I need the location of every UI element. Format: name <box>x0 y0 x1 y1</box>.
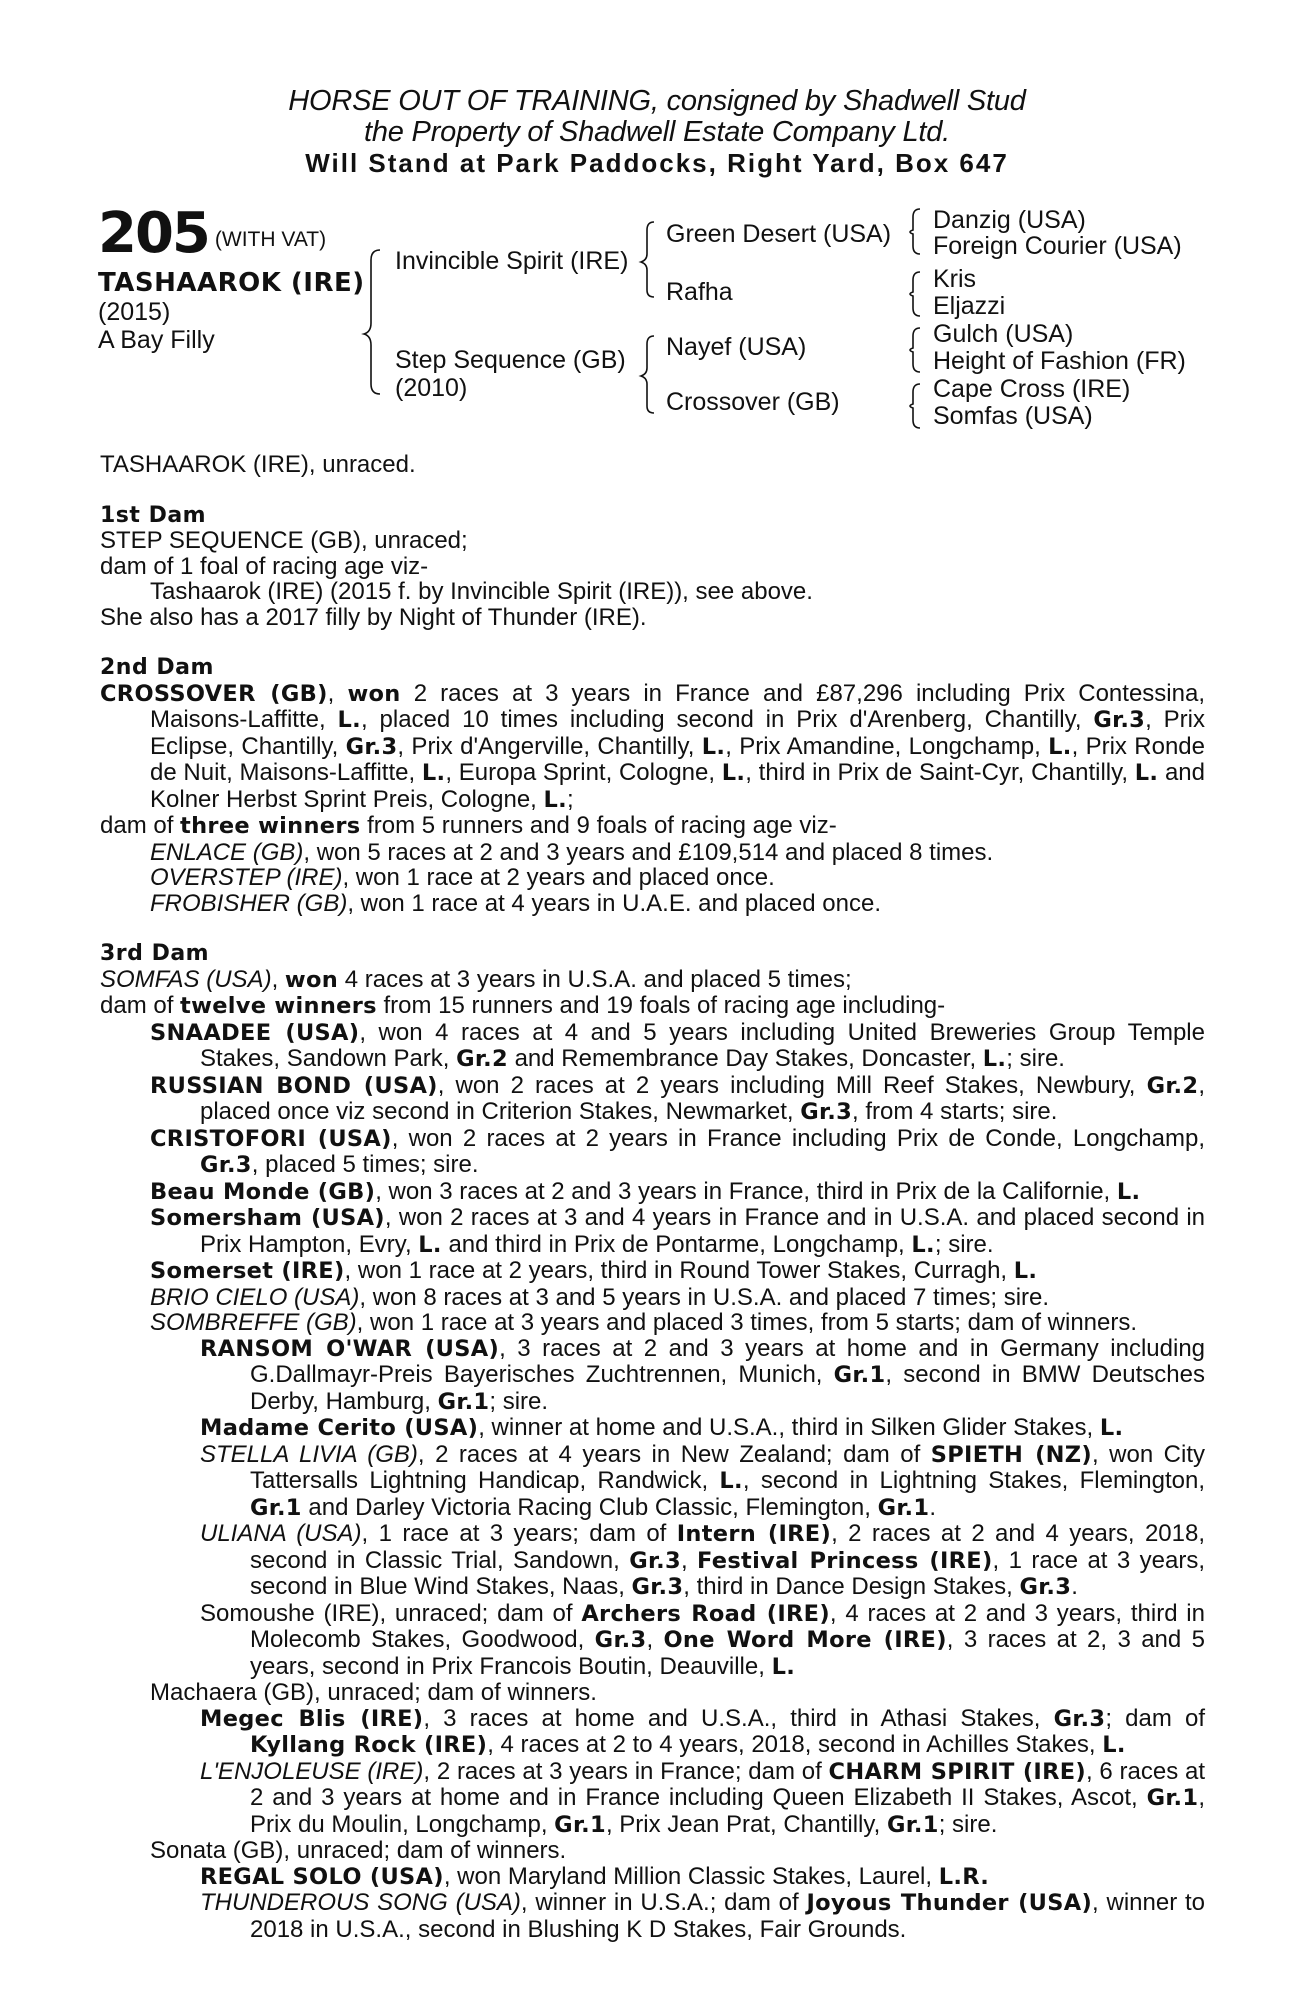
produce-entry-snaadee: SNAADEE (USA), won 4 races at 4 and 5 years including United Breweries Group Temple Stakes, Sandown Park, Gr.2 and Remembrance Day Stakes, Doncaster, L.; sire. <box>150 1018 1205 1072</box>
produce-entry-russian-bond: RUSSIAN BOND (USA), won 2 races at 2 years including Mill Reef Stakes, Newbury, Gr.2, placed once viz second in Criterion Stakes, Newmarket, Gr.3, from 4 starts; sire. <box>150 1071 1205 1125</box>
pedigree-gen4-2: Foreign Courier (USA) <box>933 232 1182 260</box>
grandproduce-stella-livia: STELLA LIVIA (GB), 2 races at 4 years in New Zealand; dam of SPIETH (NZ), won City Tattersalls Lightning Handicap, Randwick, L., second in Lightning Stakes, Flemington, Gr.1 and Darley Victoria Racing Club Classic, Flemington, Gr.1. <box>200 1440 1205 1521</box>
first-dam-heading: 1st Dam <box>100 502 207 528</box>
pedigree-sire: Invincible Spirit (IRE) <box>395 247 629 275</box>
vat-note: (WITH VAT) <box>214 228 327 251</box>
pedigree-dam-dam: Crossover (GB) <box>666 388 840 416</box>
pedigree-gen4-1: Danzig (USA) <box>933 206 1086 234</box>
grandproduce-ransom-owar: RANSOM O'WAR (USA), 3 races at 2 and 3 years at home and in Germany including G.Dallmayr-Preis Bayerisches Zuchtrennen, Munich, Gr.1, second in BMW Deutsches Derby, Hamburg, Gr.1; sire. <box>200 1334 1206 1415</box>
location-line: Will Stand at Park Paddocks, Right Yard, Box 647 <box>305 148 1009 178</box>
pedigree-gen4-6: Height of Fashion (FR) <box>933 347 1186 375</box>
consignor-line: HORSE OUT OF TRAINING, consigned by Shadwell Stud <box>288 85 1026 117</box>
third-dam-produce: dam of twelve winners from 15 runners and 19 foals of racing age including- <box>100 992 946 1019</box>
grandproduce-megec-blis: Megec Blis (IRE), 3 races at home and U.S.A., third in Athasi Stakes, Gr.3; dam of Kyllang Rock (IRE), 4 races at 2 to 4 years, 2018, second in Achilles Stakes, L. <box>200 1704 1205 1758</box>
second-dam-record: CROSSOVER (GB), won 2 races at 3 years in France and £87,296 including Prix Contessina, Maisons-Laffitte, L., placed 10 times including second in Prix d'Arenberg, Chantilly, Gr.3, Prix Eclipse, Chantilly, Gr.3, Prix d'Angerville, Chantilly, L., Prix Amandine, Longchamp, L., Prix Ronde de Nuit, Maisons-Laffitte, L., Europa Sprint, Cologne, L., third in Prix de Saint-Cyr, Chantilly, L. and Kolner Herbst Sprint Preis, Cologne, L.; <box>100 679 1206 813</box>
second-dam-foal-3: FROBISHER (GB), won 1 race at 4 years in U.A.E. and placed once. <box>150 889 881 917</box>
pedigree-dam: Step Sequence (GB) <box>395 346 626 374</box>
pedigree-gen4-3: Kris <box>933 265 977 293</box>
pedigree-sire-sire: Green Desert (USA) <box>666 220 892 248</box>
second-dam-produce: dam of three winners from 5 runners and 9 foals of racing age viz- <box>100 812 837 839</box>
first-dam-line4: She also has a 2017 filly by Night of Thunder (IRE). <box>100 603 647 631</box>
horse-description: A Bay Filly <box>98 326 215 354</box>
lot-number: 205 <box>98 201 209 266</box>
first-dam-line3: Tashaarok (IRE) (2015 f. by Invincible Spirit (IRE)), see above. <box>150 578 813 605</box>
grandproduce-madame-cerito: Madame Cerito (USA), winner at home and U.S.A., third in Silken Glider Stakes, L. <box>200 1414 1124 1441</box>
third-dam-heading: 3rd Dam <box>100 941 210 966</box>
grandproduce-uliana: ULIANA (USA), 1 race at 3 years; dam of Intern (IRE), 2 races at 2 and 4 years, 2018, second in Classic Trial, Sandown, Gr.3, Festival Princess (IRE), 1 race at 3 years, second in Blue Wind Stakes, Naas, Gr.3, third in Dance Design Stakes, Gr.3. <box>200 1520 1206 1600</box>
second-dam-heading: 2nd Dam <box>100 655 214 680</box>
third-dam-record: SOMFAS (USA), won 4 races at 3 years in U.S.A. and placed 5 times; <box>100 965 852 993</box>
produce-entry-machaera: Machaera (GB), unraced; dam of winners. <box>150 1679 597 1706</box>
pedigree-gen4-8: Somfas (USA) <box>933 402 1093 430</box>
grandproduce-somoushe: Somoushe (IRE), unraced; dam of Archers Road (IRE), 4 races at 2 and 3 years, third in Molecomb Stakes, Goodwood, Gr.3, One Word More (IRE), 3 races at 2, 3 and 5 years, second in Prix Francois Boutin, Deauville, L. <box>200 1599 1205 1680</box>
produce-entry-somerset: Somerset (IRE), won 1 race at 2 years, third in Round Tower Stakes, Curragh, L. <box>150 1257 1038 1284</box>
grandproduce-regal-solo: REGAL SOLO (USA), won Maryland Million Classic Stakes, Laurel, L.R. <box>200 1862 990 1890</box>
pedigree-dam-year: (2010) <box>395 374 468 402</box>
produce-entry-sombreffe: SOMBREFFE (GB), won 1 race at 3 years and placed 3 times, from 5 starts; dam of winners. <box>150 1309 1138 1336</box>
intro-line: TASHAAROK (IRE), unraced. <box>100 451 416 478</box>
produce-entry-beau-monde: Beau Monde (GB), won 3 races at 2 and 3 years in France, third in Prix de la Californie, L. <box>150 1177 1141 1205</box>
pedigree-gen4-7: Cape Cross (IRE) <box>933 375 1131 403</box>
second-dam-foal-1: ENLACE (GB), won 5 races at 2 and 3 years and £109,514 and placed 8 times. <box>150 838 994 866</box>
produce-entry-somersham: Somersham (USA), won 2 races at 3 and 4 years in France and in U.S.A. and placed second in Prix Hampton, Evry, L. and third in Prix de Pontarme, Longchamp, L.; sire. <box>150 1204 1206 1258</box>
pedigree-gen4-5: Gulch (USA) <box>933 320 1074 348</box>
catalogue-body <box>100 452 1205 1942</box>
foaling-year: (2015) <box>98 298 171 326</box>
produce-entry-cristofori: CRISTOFORI (USA), won 2 races at 2 years in France including Prix de Conde, Longchamp, Gr.3, placed 5 times; sire. <box>150 1124 1206 1178</box>
horse-name: TASHAAROK (IRE) <box>98 268 365 298</box>
second-dam-foal-2: OVERSTEP (IRE), won 1 race at 2 years and placed once. <box>150 864 775 891</box>
pedigree-sire-dam: Rafha <box>666 278 733 306</box>
first-dam-line1: STEP SEQUENCE (GB), unraced; <box>100 527 468 554</box>
grandproduce-thunderous-song: THUNDEROUS SONG (USA), winner in U.S.A.; dam of Joyous Thunder (USA), winner to 2018 in U.S.A., second in Blushing K D Stakes, Fair Grounds. <box>200 1889 1205 1943</box>
produce-entry-brio-cielo: BRIO CIELO (USA), won 8 races at 3 and 5 years in U.S.A. and placed 7 times; sire. <box>150 1283 1050 1311</box>
pedigree-gen4-4: Eljazzi <box>933 292 1006 320</box>
grandproduce-lenjoleuse: L'ENJOLEUSE (IRE), 2 races at 3 years in France; dam of CHARM SPIRIT (IRE), 6 races at 2 and 3 years at home and in France including Queen Elizabeth II Stakes, Ascot, Gr.1, Prix du Moulin, Longchamp, Gr.1, Prix Jean Prat, Chantilly, Gr.1; sire. <box>200 1757 1205 1838</box>
pedigree-dam-sire: Nayef (USA) <box>666 333 807 361</box>
property-line: the Property of Shadwell Estate Company Ltd. <box>363 116 951 148</box>
first-dam-line2: dam of 1 foal of racing age viz- <box>100 552 429 580</box>
produce-entry-sonata: Sonata (GB), unraced; dam of winners. <box>150 1837 567 1864</box>
